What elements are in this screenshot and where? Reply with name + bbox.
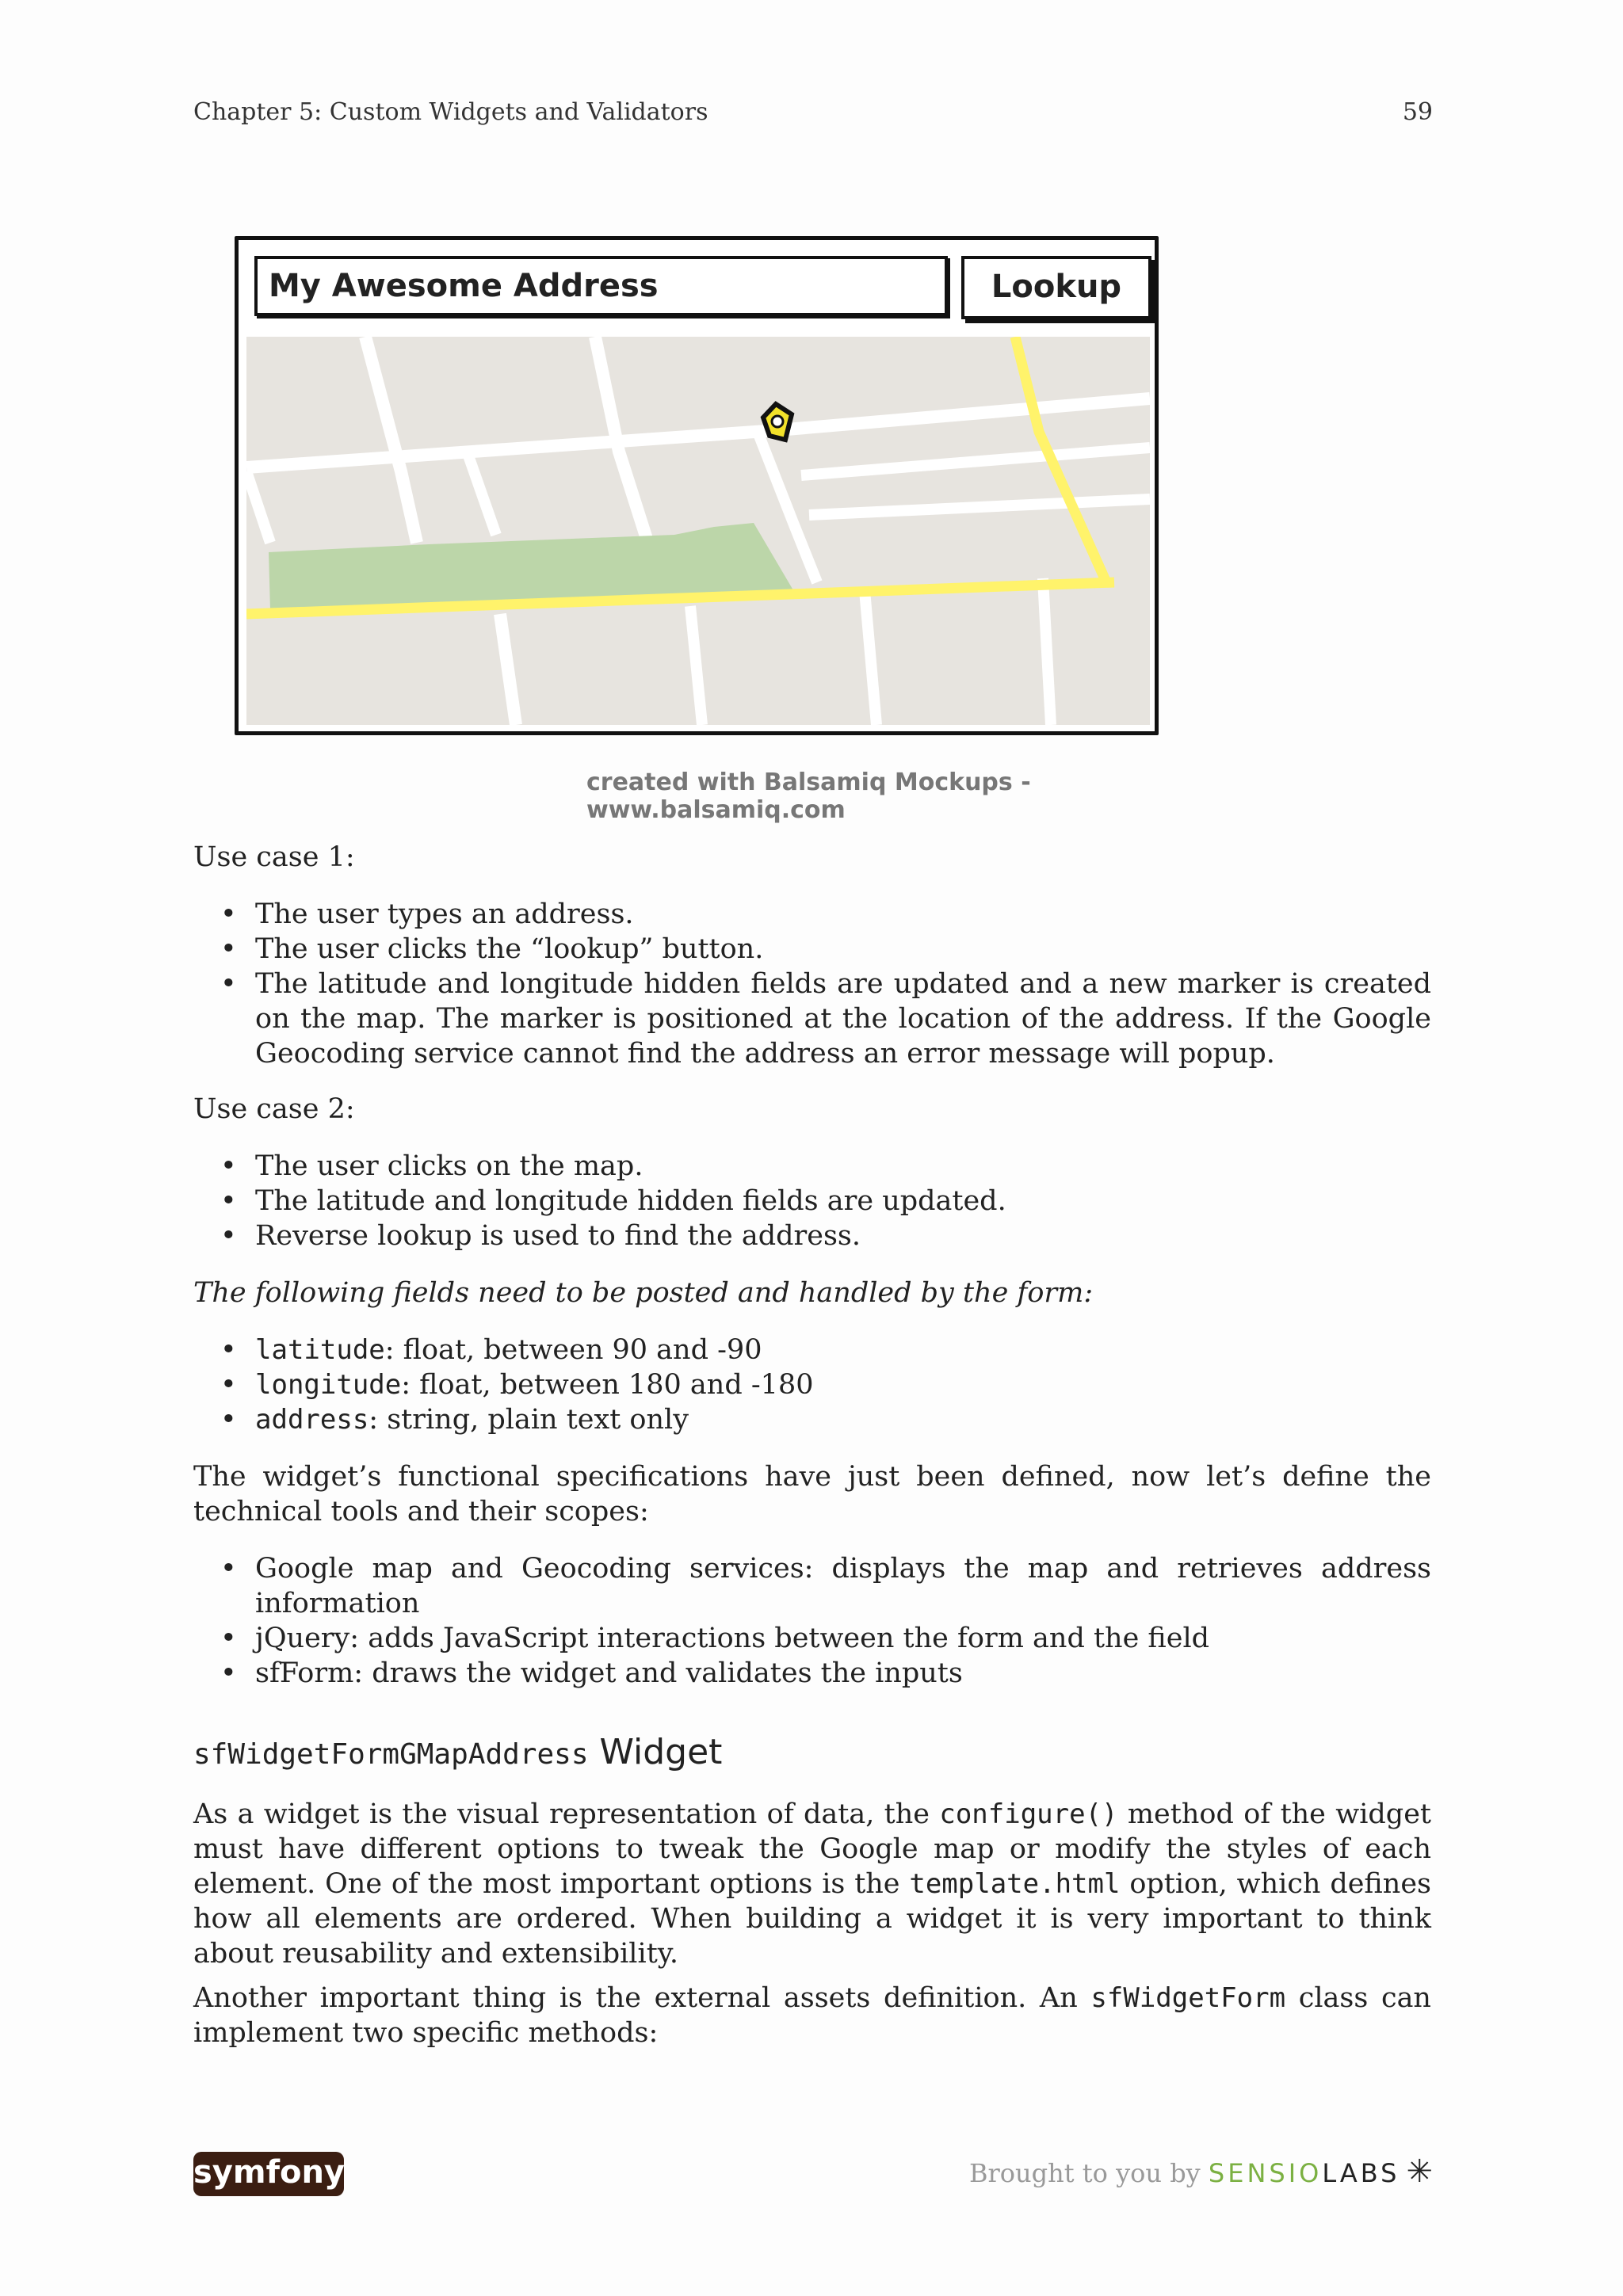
symfony-logo: symfony — [193, 2152, 344, 2196]
tools-intro: The widget’s functional specifications have just been defined, now let’s define the technical tools and their scopes: — [193, 1461, 1431, 1527]
list-item: • Google map and Geocoding services: displays the map and retrieves address information — [220, 1553, 1431, 1619]
address-widget-mockup — [235, 236, 1162, 824]
list-item: • The latitude and longitude hidden fields are updated and a new marker is created on the map. The marker is positioned at the location of the address. If the Google Geocoding service cannot find the address an error message will popup. — [220, 968, 1431, 1070]
mockup-caption: created with Balsamiq Mockups - www.balsamiq.com — [586, 769, 1031, 824]
map-view[interactable] — [246, 337, 1150, 725]
list-item: • The latitude and longitude hidden fields are updated. — [220, 1185, 1006, 1217]
paragraph-configure — [193, 1797, 1431, 1971]
bullet-icon: • — [220, 1185, 237, 1217]
list-item: • Reverse lookup is used to find the address. — [220, 1220, 861, 1252]
bullet-icon: • — [220, 1404, 237, 1436]
tools-list — [193, 1551, 1431, 1691]
section-heading — [193, 1732, 1431, 1772]
list-item: • latitude: float, between 90 and -90 — [220, 1334, 762, 1366]
bullet-icon: • — [220, 968, 237, 1000]
field-name: longitude — [255, 1369, 402, 1401]
list-item: • jQuery: adds JavaScript interactions between the form and the field — [220, 1623, 1210, 1654]
fields-section — [193, 1276, 1431, 1437]
bullet-icon: • — [220, 933, 237, 965]
sensiolabs-star-icon: ✳ — [1406, 2153, 1433, 2190]
mockup-frame — [235, 236, 1159, 735]
field-name: latitude — [255, 1334, 385, 1366]
fields-intro: The following fields need to be posted and handled by the form: — [193, 1277, 1094, 1309]
field-name: address — [255, 1404, 369, 1436]
use-case-2-list — [193, 1149, 1431, 1253]
list-item: • address: string, plain text only — [220, 1404, 689, 1436]
bullet-icon: • — [220, 1657, 237, 1689]
address-input[interactable]: My Awesome Address — [254, 256, 948, 316]
bullet-icon: • — [220, 1553, 237, 1585]
list-item: • sfForm: draws the widget and validates the inputs — [220, 1657, 963, 1689]
list-item: • The user clicks the “lookup” button. — [220, 933, 764, 965]
bullet-icon: • — [220, 1334, 237, 1366]
bullet-icon: • — [220, 898, 237, 930]
bullet-icon: • — [220, 1623, 237, 1654]
use-case-1-list — [193, 897, 1431, 1071]
bullet-icon: • — [220, 1150, 237, 1182]
list-item: • The user clicks on the map. — [220, 1150, 643, 1182]
sensiolabs-logo: SENSIO — [1208, 2158, 1323, 2188]
bullet-icon: • — [220, 1220, 237, 1252]
lookup-button[interactable]: Lookup — [961, 256, 1151, 319]
list-item: • longitude: float, between 180 and -180 — [220, 1369, 814, 1401]
footer-credit: Brought to you by SENSIOLABS ✳ — [968, 2153, 1433, 2190]
paragraph: As a widget is the visual representation of data, the configure() method of the widget must have different options to tweak the Google map or modify the styles of each element. One of the most important options is the template.html option, which defines how all elements are ordered. When building a widget it is very important to think about reusability and extensibility. — [193, 1798, 1431, 1970]
paragraph: Another important thing is the external assets definition. An sfWidgetForm class can implement two specific methods: — [193, 1982, 1431, 2049]
fields-list — [193, 1333, 1431, 1437]
use-case-2 — [193, 1092, 1431, 1253]
paragraph-assets — [193, 1981, 1431, 2050]
use-case-1-title: Use case 1: — [193, 841, 355, 873]
list-item: • The user types an address. — [220, 898, 634, 930]
tools-section — [193, 1459, 1431, 1691]
chapter-title: Chapter 5: Custom Widgets and Validators — [193, 98, 708, 126]
page-number: 59 — [1402, 98, 1433, 126]
bullet-icon: • — [220, 1369, 237, 1401]
use-case-1 — [193, 840, 1431, 1071]
section-title: sfWidgetFormGMapAddress Widget — [193, 1732, 723, 1772]
page-header — [193, 98, 1433, 130]
use-case-2-title: Use case 2: — [193, 1093, 355, 1125]
